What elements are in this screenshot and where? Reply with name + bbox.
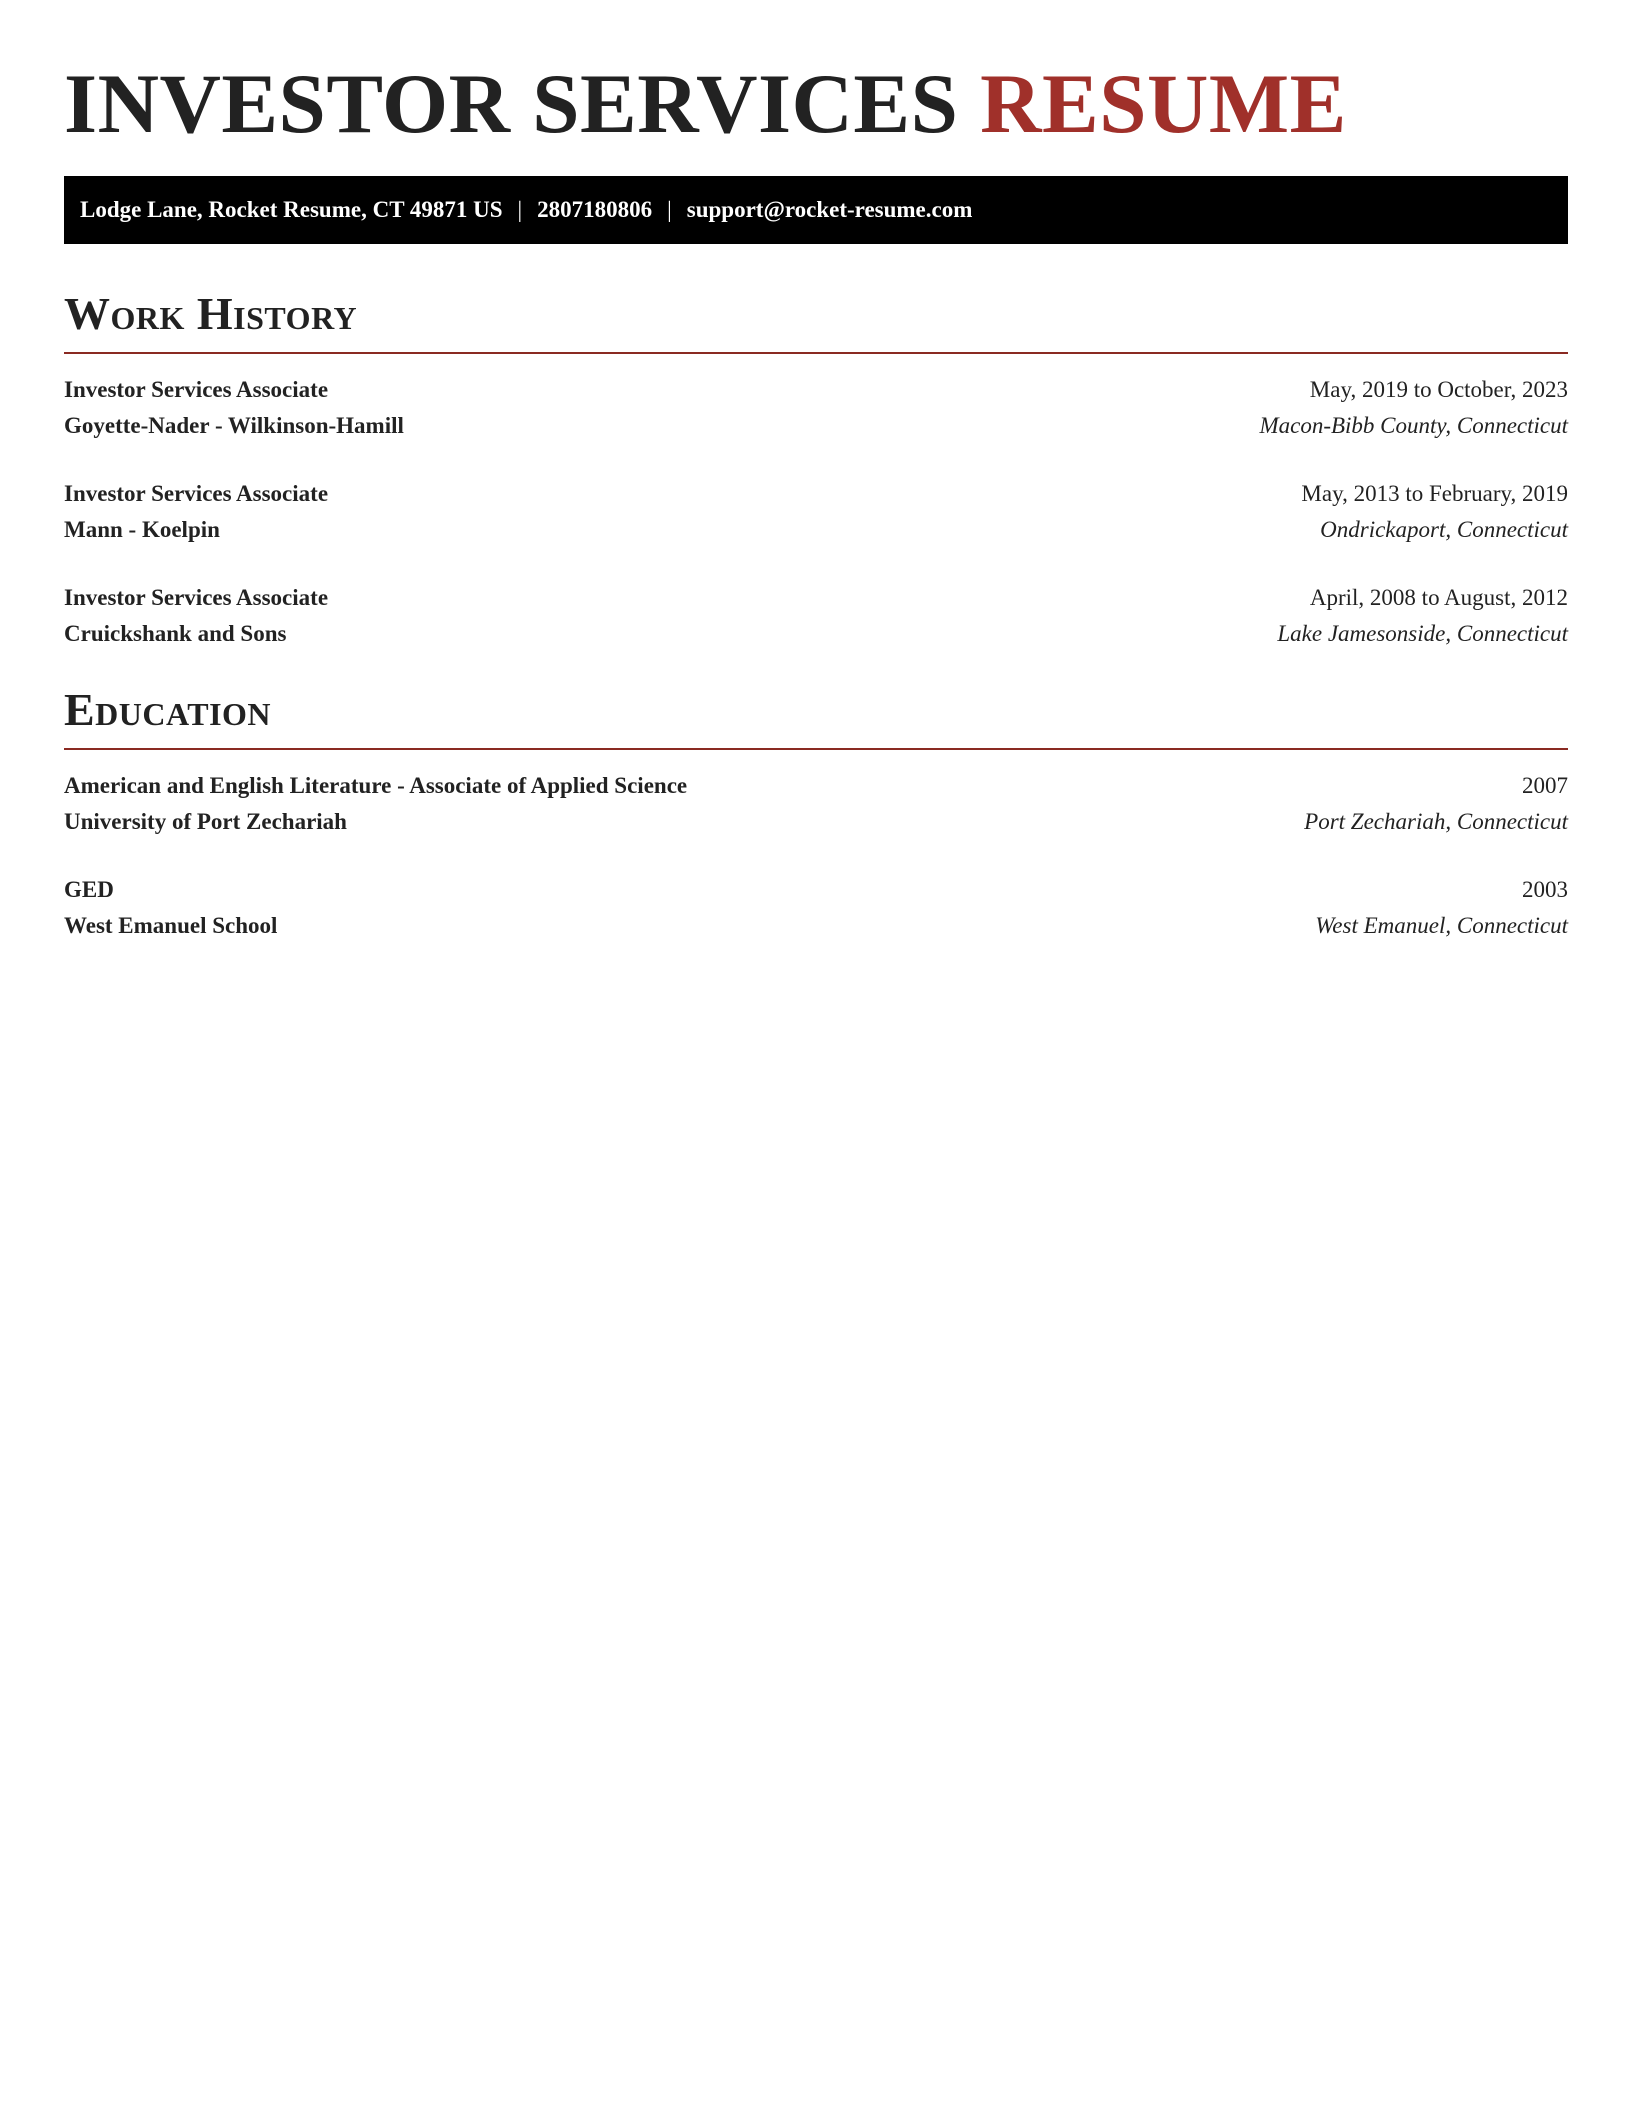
job-dates: April, 2008 to August, 2012 xyxy=(1309,585,1568,610)
degree-name: American and English Literature - Associate of Applied Science xyxy=(64,773,688,798)
work-history-section xyxy=(64,286,1568,652)
job-title: Investor Services Associate xyxy=(64,585,329,610)
contact-address: Lodge Lane, Rocket Resume, CT 49871 US xyxy=(80,197,503,222)
school-name: West Emanuel School xyxy=(64,913,278,938)
education-entry-bottom-row xyxy=(64,804,1568,840)
graduation-year: 2003 xyxy=(1522,877,1568,902)
title-accent: RESUME xyxy=(980,57,1347,151)
education-entry-top-row xyxy=(64,768,1568,804)
contact-phone: 2807180806 xyxy=(537,197,653,222)
degree-name: GED xyxy=(64,877,114,902)
section-divider xyxy=(64,748,1568,750)
school-location: Port Zechariah, Connecticut xyxy=(1304,809,1568,834)
job-title: Investor Services Associate xyxy=(64,377,329,402)
work-entry-top-row xyxy=(64,372,1568,408)
resume-title xyxy=(64,54,1568,154)
job-title: Investor Services Associate xyxy=(64,481,329,506)
contact-email: support@rocket-resume.com xyxy=(686,197,973,222)
work-entry-bottom-row xyxy=(64,616,1568,652)
graduation-year: 2007 xyxy=(1522,773,1568,798)
education-heading: Education xyxy=(64,684,272,735)
job-dates: May, 2013 to February, 2019 xyxy=(1301,481,1568,506)
school-name: University of Port Zechariah xyxy=(64,809,347,834)
work-entry xyxy=(64,372,1568,444)
company-name: Mann - Koelpin xyxy=(64,517,220,542)
work-entry-bottom-row xyxy=(64,408,1568,444)
work-entry-top-row xyxy=(64,476,1568,512)
company-name: Cruickshank and Sons xyxy=(64,621,287,646)
job-dates: May, 2019 to October, 2023 xyxy=(1309,377,1568,402)
contact-separator: | xyxy=(667,197,672,222)
section-divider xyxy=(64,352,1568,354)
company-name: Goyette-Nader - Wilkinson-Hamill xyxy=(64,413,404,438)
work-entry xyxy=(64,580,1568,652)
work-entry xyxy=(64,476,1568,548)
school-location: West Emanuel, Connecticut xyxy=(1315,913,1568,938)
education-entry-bottom-row xyxy=(64,908,1568,944)
job-location: Ondrickaport, Connecticut xyxy=(1320,517,1568,542)
education-section xyxy=(64,682,1568,944)
job-location: Lake Jamesonside, Connecticut xyxy=(1277,621,1568,646)
title-main: INVESTOR SERVICES xyxy=(64,57,959,151)
education-entry xyxy=(64,768,1568,840)
contact-bar xyxy=(64,176,1568,244)
education-entry xyxy=(64,872,1568,944)
work-entry-bottom-row xyxy=(64,512,1568,548)
job-location: Macon-Bibb County, Connecticut xyxy=(1259,413,1568,438)
education-entry-top-row xyxy=(64,872,1568,908)
work-entry-top-row xyxy=(64,580,1568,616)
work-history-heading: Work History xyxy=(64,288,358,339)
contact-separator: | xyxy=(517,197,523,222)
